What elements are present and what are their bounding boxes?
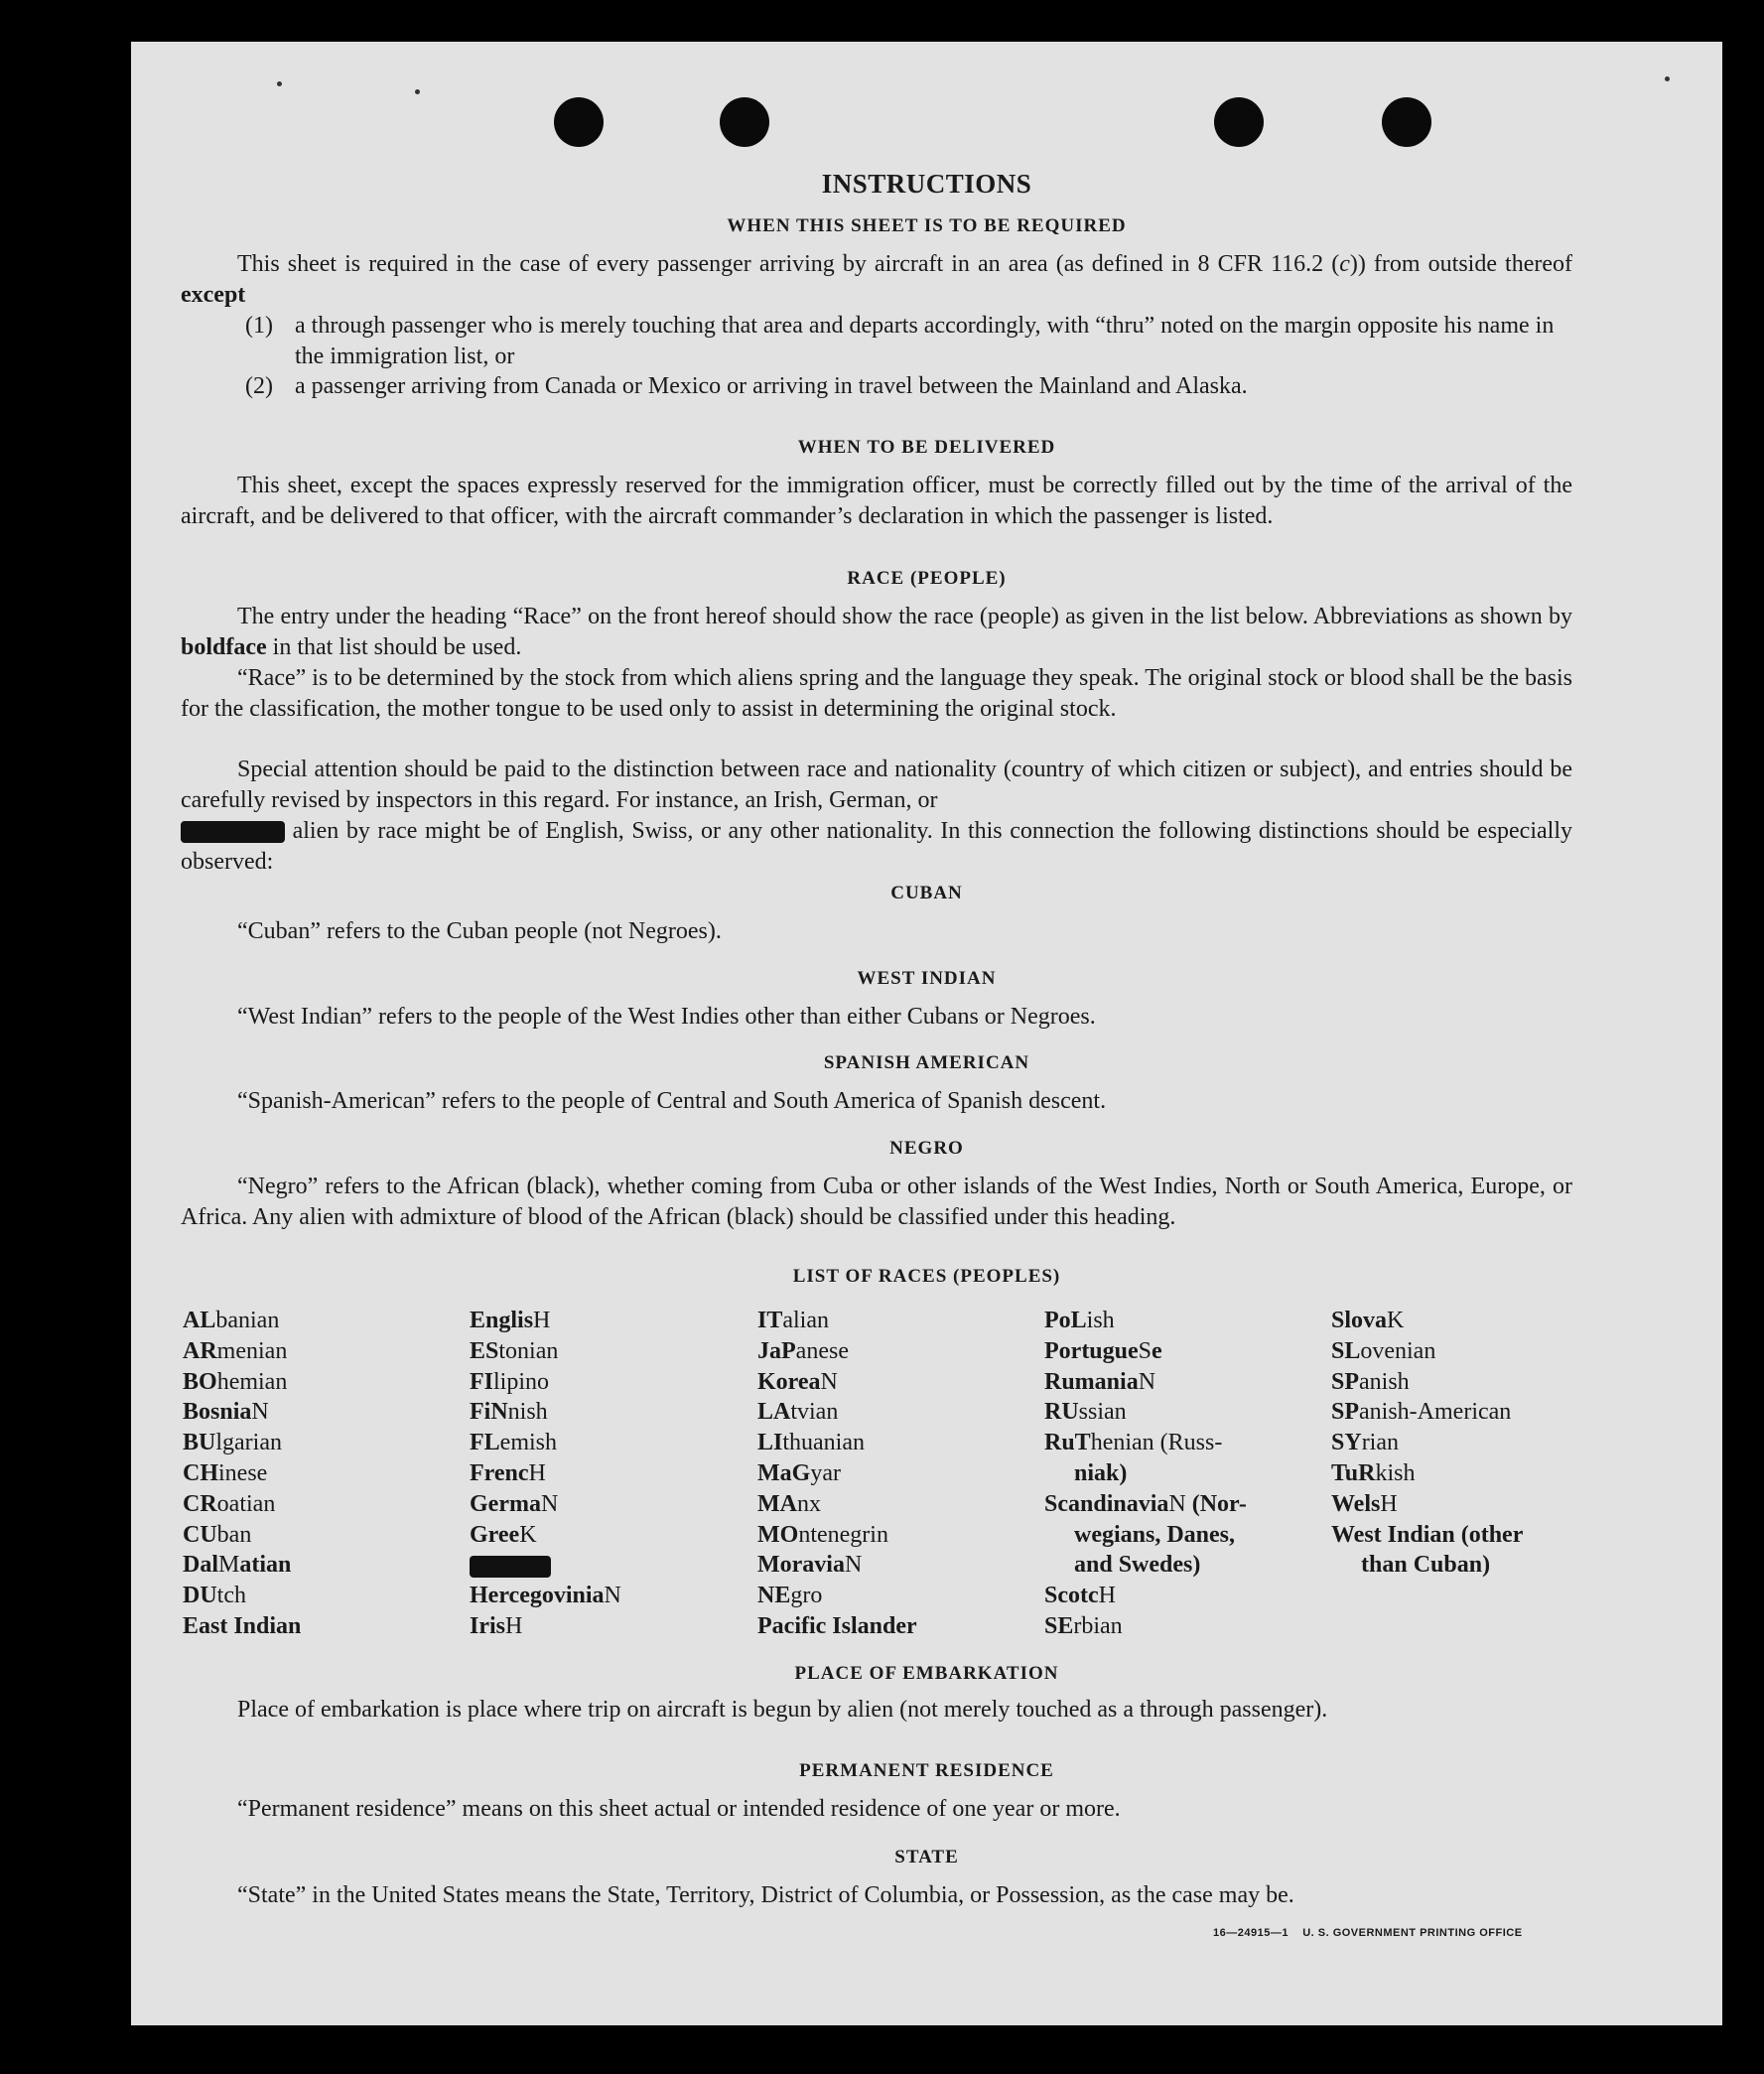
race-entry: MOntenegrin	[757, 1521, 888, 1548]
race-entry: NEgro	[757, 1583, 823, 1609]
paragraph-delivered: This sheet, except the spaces expressly reserved for the immigration officer, must be correctly filled out by the time of the arrival of the aircraft, and be delivered to that officer, with the aircraft commander’s declaration in which the passenger is listed.	[181, 473, 1572, 529]
race-entry: LAtvian	[757, 1399, 839, 1426]
paragraph-race-3: Special attention should be paid to the distinction between race and nationality (country of which citizen or subject), and entries should be carefully revised by inspectors in this regard. For instance, an Irish, German, or alien by race might be of English, Swiss, or any other nationality. In this connection the following distinctions should be especially observed:	[181, 757, 1572, 875]
race-entry	[470, 1550, 621, 1581]
race-entry: West Indian (other	[1331, 1521, 1524, 1548]
race-entry: DalMatian	[183, 1552, 292, 1579]
paragraph-race-1: The entry under the heading “Race” on the front hereof should show the race (people) as given in the list below. Abbreviations as shown by boldface in that list should be used.	[181, 604, 1572, 660]
race-entry: FrencH	[470, 1459, 546, 1486]
race-entry: and Swedes)	[1074, 1552, 1201, 1579]
exception-item-1: (1) a through passenger who is merely touching that area and departs accordingly, with “thru” noted on the margin opposite his name in the immigration list, or	[245, 313, 1555, 369]
race-entry: ScandinaviaN (Nor-	[1044, 1490, 1247, 1517]
race-entry: RumaniaN	[1044, 1368, 1156, 1395]
race-column-5	[1331, 1306, 1523, 1581]
redaction-mark	[470, 1556, 551, 1578]
race-entry: than Cuban)	[1361, 1552, 1491, 1579]
race-entry: WelsH	[1331, 1490, 1398, 1517]
race-entry: BUlgarian	[183, 1430, 282, 1456]
paragraph-spanish-american: “Spanish-American” refers to the people of Central and South America of Spanish descent.	[237, 1088, 1107, 1114]
race-entry: MoraviaN	[757, 1552, 863, 1579]
document-sheet	[131, 42, 1722, 2025]
punch-hole	[554, 97, 604, 147]
race-entry: RUssian	[1044, 1399, 1127, 1426]
race-entry: FLemish	[470, 1430, 557, 1456]
race-entry: CHinese	[183, 1459, 268, 1486]
heading-permanent-residence: PERMANENT RESIDENCE	[799, 1760, 1054, 1781]
heading-race: RACE (PEOPLE)	[847, 568, 1007, 589]
race-entry: LIthuanian	[757, 1430, 865, 1456]
race-entry: SErbian	[1044, 1612, 1123, 1639]
paragraph-cuban: “Cuban” refers to the Cuban people (not Negroes).	[237, 918, 722, 944]
exception-item-2: (2) a passenger arriving from Canada or Mexico or arriving in travel between the Mainland and Alaska.	[245, 373, 1248, 399]
heading-when-required: WHEN THIS SHEET IS TO BE REQUIRED	[727, 215, 1127, 236]
race-entry: SYrian	[1331, 1430, 1399, 1456]
heading-cuban: CUBAN	[890, 883, 963, 903]
race-entry: EnglisH	[470, 1308, 551, 1333]
redaction-mark	[181, 821, 285, 843]
race-entry: EStonian	[470, 1337, 559, 1364]
paragraph-state: “State” in the United States means the State, Territory, District of Columbia, or Possession, as the case may be.	[237, 1882, 1294, 1908]
race-entry: ScotcH	[1044, 1583, 1116, 1609]
punch-hole	[1382, 97, 1431, 147]
race-entry: SPanish-American	[1331, 1399, 1512, 1426]
race-entry: Pacific Islander	[757, 1612, 917, 1639]
punch-hole	[1214, 97, 1264, 147]
race-entry: MAnx	[757, 1490, 821, 1517]
race-entry: GermaN	[470, 1490, 559, 1517]
heading-when-delivered: WHEN TO BE DELIVERED	[797, 437, 1056, 458]
heading-embarkation: PLACE OF EMBARKATION	[794, 1663, 1059, 1684]
race-entry: CUban	[183, 1521, 252, 1548]
race-entry: MaGyar	[757, 1459, 841, 1486]
race-entry: BosniaN	[183, 1399, 269, 1426]
paragraph-race-2: “Race” is to be determined by the stock from which aliens spring and the language they speak. The original stock or blood shall be the basis for the classification, the mother tongue to be used only to assist in determining the original stock.	[181, 665, 1572, 722]
race-entry: SLovenian	[1331, 1337, 1436, 1364]
race-column-2	[470, 1306, 621, 1642]
race-entry: PoLish	[1044, 1308, 1115, 1333]
race-entry: East Indian	[183, 1612, 302, 1639]
speck	[1665, 76, 1670, 81]
race-entry: ITalian	[757, 1308, 829, 1333]
race-entry: IrisH	[470, 1612, 523, 1639]
race-column-4	[1044, 1306, 1247, 1642]
punch-hole	[720, 97, 769, 147]
race-entry: SPanish	[1331, 1368, 1410, 1395]
race-entry: FiNnish	[470, 1399, 548, 1426]
race-entry: RuThenian (Russ-	[1044, 1430, 1223, 1456]
page-title: INSTRUCTIONS	[821, 169, 1032, 199]
heading-spanish-american: SPANISH AMERICAN	[823, 1052, 1030, 1073]
race-entry: HercegoviniaN	[470, 1583, 621, 1609]
race-entry: CRoatian	[183, 1490, 276, 1517]
race-entry: ARmenian	[183, 1337, 288, 1364]
race-entry: KoreaN	[757, 1368, 838, 1395]
heading-state: STATE	[894, 1847, 959, 1867]
race-entry: DUtch	[183, 1583, 246, 1609]
paragraph-embarkation: Place of embarkation is place where trip on aircraft is begun by alien (not merely touched as a through passenger).	[237, 1697, 1328, 1723]
race-entry: TuRkish	[1331, 1459, 1416, 1486]
race-entry: FIlipino	[470, 1368, 550, 1395]
paragraph-permanent-residence: “Permanent residence” means on this sheet actual or intended residence of one year or more.	[237, 1796, 1121, 1822]
race-column-1	[183, 1306, 301, 1642]
heading-west-indian: WEST INDIAN	[857, 968, 997, 989]
paragraph-west-indian: “West Indian” refers to the people of the West Indies other than either Cubans or Negroes.	[237, 1004, 1096, 1030]
race-entry: niak)	[1074, 1459, 1128, 1486]
race-entry: wegians, Danes,	[1074, 1521, 1236, 1548]
race-entry: GreeK	[470, 1521, 537, 1548]
race-column-3	[757, 1306, 917, 1642]
race-entry: ALbanian	[183, 1308, 280, 1333]
race-entry: SlovaK	[1331, 1308, 1405, 1333]
paragraph-negro: “Negro” refers to the African (black), whether coming from Cuba or other islands of the West Indies, North or South America, Europe, or Africa. Any alien with admixture of blood of the African (black) should be classified under this heading.	[181, 1174, 1572, 1230]
paragraph-required: This sheet is required in the case of every passenger arriving by aircraft in an area (as defined in 8 CFR 116.2 (c)) from outside thereof except	[181, 251, 1572, 308]
speck	[415, 89, 420, 94]
race-entry: BOhemian	[183, 1368, 288, 1395]
heading-list-of-races: LIST OF RACES (PEOPLES)	[792, 1266, 1061, 1287]
print-footer: 16—24915—1 U. S. GOVERNMENT PRINTING OFFICE	[1213, 1927, 1523, 1939]
race-entry: JaPanese	[757, 1337, 849, 1364]
speck	[277, 81, 282, 86]
heading-negro: NEGRO	[889, 1138, 964, 1159]
race-entry: PortugueSe	[1044, 1337, 1162, 1364]
